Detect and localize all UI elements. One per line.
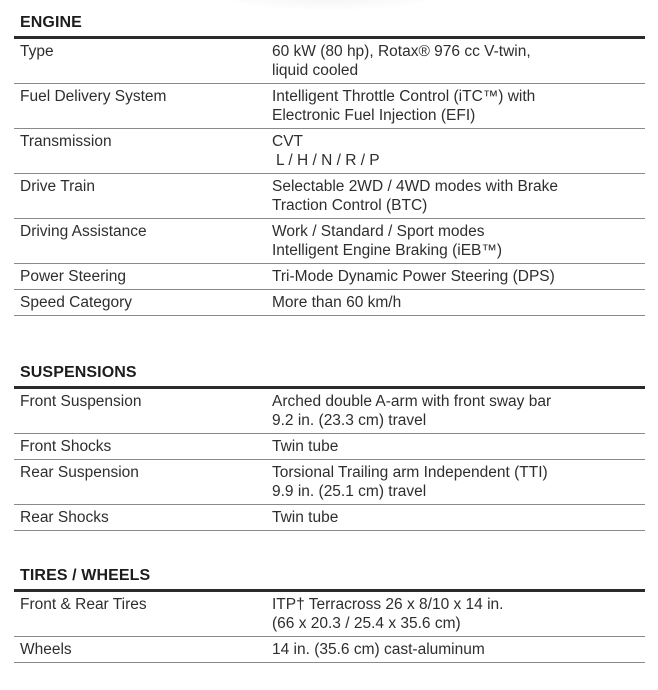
- spec-label: Driving Assistance: [20, 223, 147, 240]
- section-title: TIRES / WHEELS: [14, 563, 645, 592]
- spec-value-line: Twin tube: [272, 438, 339, 455]
- spec-label: Front Shocks: [20, 438, 112, 455]
- spec-value-line: 60 kW (80 hp), Rotax® 976 cc V-twin,: [272, 43, 531, 60]
- spec-value-line: 9.9 in. (25.1 cm) travel: [272, 483, 427, 500]
- table-row: [14, 290, 645, 316]
- spec-value-line: More than 60 km/h: [272, 294, 402, 311]
- section-title: SUSPENSIONS: [14, 360, 645, 389]
- spec-value: [272, 595, 645, 633]
- spec-value: [272, 508, 645, 527]
- table-row: [14, 592, 645, 637]
- spec-value: [272, 437, 645, 456]
- spec-label: Front Suspension: [20, 393, 142, 410]
- spec-value-line: Twin tube: [272, 509, 339, 526]
- spec-value: [272, 87, 645, 125]
- spec-value-line: Electronic Fuel Injection (EFI): [272, 107, 476, 124]
- spec-label: Drive Train: [20, 178, 95, 195]
- spec-value: [272, 640, 645, 659]
- spec-label: Rear Suspension: [20, 464, 139, 481]
- spec-value: [272, 42, 645, 80]
- spec-value-line: Work / Standard / Sport modes: [272, 223, 485, 240]
- spec-value: [272, 222, 645, 260]
- section-tires-wheels: [14, 563, 645, 663]
- spec-value: [272, 132, 645, 170]
- table-row: [14, 39, 645, 84]
- spec-value-line: Traction Control (BTC): [272, 197, 428, 214]
- table-row: [14, 434, 645, 460]
- table-row: [14, 460, 645, 505]
- spec-label: Type: [20, 43, 54, 60]
- spec-value-line: L / H / N / R / P: [276, 152, 380, 169]
- spec-label: Transmission: [20, 133, 112, 150]
- spec-value-line: Arched double A-arm with front sway bar: [272, 393, 552, 410]
- spec-value-line: Intelligent Throttle Control (iTC™) with: [272, 88, 536, 105]
- spec-label: Power Steering: [20, 268, 126, 285]
- spec-label: Wheels: [20, 641, 72, 658]
- spec-value-line: Torsional Trailing arm Independent (TTI): [272, 464, 548, 481]
- table-row: [14, 389, 645, 434]
- table-row: [14, 505, 645, 531]
- spec-value-line: CVT: [272, 133, 303, 150]
- spec-value-line: Selectable 2WD / 4WD modes with Brake: [272, 178, 558, 195]
- spec-value: [272, 267, 645, 286]
- table-row: [14, 264, 645, 290]
- table-row: [14, 219, 645, 264]
- spec-label: Rear Shocks: [20, 509, 109, 526]
- spec-value-line: 14 in. (35.6 cm) cast-aluminum: [272, 641, 485, 658]
- table-row: [14, 637, 645, 663]
- decorative-glow: [200, 0, 460, 10]
- spec-value: [272, 392, 645, 430]
- spec-value-line: Intelligent Engine Braking (iEB™): [272, 242, 503, 259]
- spec-label: Speed Category: [20, 294, 133, 311]
- spec-value-line: ITP† Terracross 26 x 8/10 x 14 in.: [272, 596, 504, 613]
- spec-value: [272, 293, 645, 312]
- spec-value-line: Tri-Mode Dynamic Power Steering (DPS): [272, 268, 555, 285]
- spec-value: [272, 177, 645, 215]
- section-engine: [14, 10, 645, 316]
- spec-label: Front & Rear Tires: [20, 596, 147, 613]
- spec-value: [272, 463, 645, 501]
- spec-value-line: 9.2 in. (23.3 cm) travel: [272, 412, 427, 429]
- section-suspensions: [14, 360, 645, 531]
- spec-label: Fuel Delivery System: [20, 88, 167, 105]
- table-row: [14, 129, 645, 174]
- table-row: [14, 174, 645, 219]
- table-row: [14, 84, 645, 129]
- section-title: ENGINE: [14, 10, 645, 39]
- spec-value-line: liquid cooled: [272, 62, 359, 79]
- spec-value-line: (66 x 20.3 / 25.4 x 35.6 cm): [272, 615, 461, 632]
